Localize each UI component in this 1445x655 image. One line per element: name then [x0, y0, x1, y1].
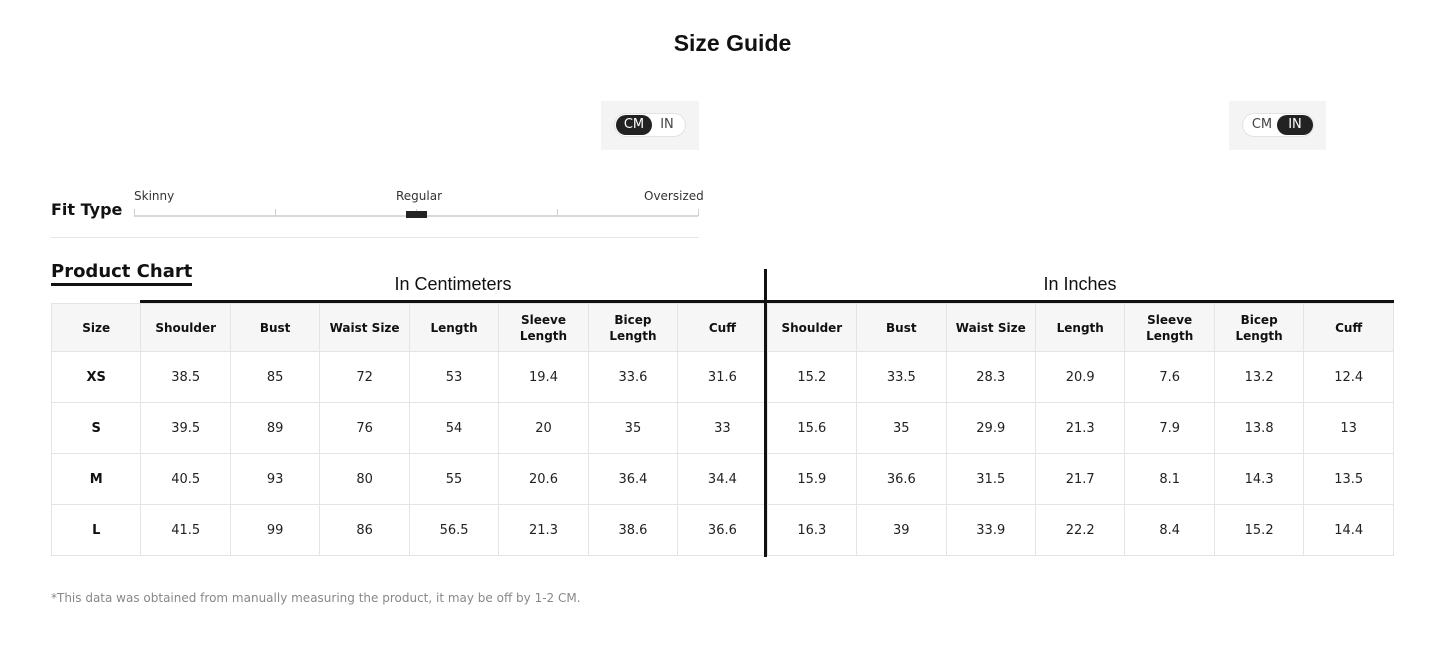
measurement-cell: 55	[409, 454, 498, 505]
measurement-cell: 29.9	[946, 403, 1035, 454]
size-cell: L	[52, 505, 141, 556]
measurement-cell: 7.6	[1125, 352, 1214, 403]
size-cell: M	[52, 454, 141, 505]
measurement-cell: 93	[230, 454, 319, 505]
group-label-centimeters: In Centimeters	[394, 274, 512, 294]
measurement-cell: 80	[320, 454, 409, 505]
measurement-cell: 13.2	[1214, 352, 1303, 403]
measurement-cell: 15.2	[767, 352, 856, 403]
measurement-cell: 86	[320, 505, 409, 556]
size-cell: S	[52, 403, 141, 454]
measurement-cell: 31.6	[678, 352, 767, 403]
measurement-cell: 39	[857, 505, 946, 556]
unit-option-cm[interactable]: CM	[1251, 117, 1273, 132]
measurement-cell: 8.1	[1125, 454, 1214, 505]
measurement-cell: 72	[320, 352, 409, 403]
measurement-cell: 36.6	[678, 505, 767, 556]
page-title: Size Guide	[673, 30, 792, 56]
column-header: Cuff	[678, 304, 767, 352]
measurement-cell: 21.7	[1035, 454, 1124, 505]
measurement-cell: 38.6	[588, 505, 677, 556]
measurement-cell: 39.5	[141, 403, 230, 454]
measurement-cell: 35	[588, 403, 677, 454]
column-header: Sleeve Length	[1125, 304, 1214, 352]
measurement-cell: 7.9	[1125, 403, 1214, 454]
fit-scale-tick	[557, 209, 558, 216]
unit-option-in[interactable]: IN	[1277, 115, 1313, 135]
group-label-inches: In Inches	[1043, 274, 1117, 294]
column-header: Shoulder	[141, 304, 230, 352]
fit-scale-tick	[698, 209, 699, 216]
measurement-cell: 36.6	[857, 454, 946, 505]
measurement-cell: 19.4	[499, 352, 588, 403]
measurement-cell: 99	[230, 505, 319, 556]
column-header: Sleeve Length	[499, 304, 588, 352]
measurement-cell: 16.3	[767, 505, 856, 556]
fit-label-oversized: Oversized	[644, 189, 704, 203]
column-header: Cuff	[1304, 304, 1394, 352]
measurement-note: *This data was obtained from manually measuring the product, it may be off by 1-2 CM.	[51, 591, 581, 605]
column-header: Waist Size	[320, 304, 409, 352]
column-header: Waist Size	[946, 304, 1035, 352]
unit-toggle-panel-in	[1229, 101, 1326, 150]
unit-toggle	[1242, 113, 1314, 137]
measurement-cell: 28.3	[946, 352, 1035, 403]
column-header: Bust	[230, 304, 319, 352]
measurement-cell: 20	[499, 403, 588, 454]
column-header: Shoulder	[767, 304, 856, 352]
measurement-cell: 89	[230, 403, 319, 454]
column-header: Size	[52, 304, 141, 352]
table-row	[52, 352, 1394, 403]
column-header: Bust	[857, 304, 946, 352]
fit-scale-tick	[134, 209, 135, 216]
measurement-cell: 13.5	[1304, 454, 1394, 505]
measurement-cell: 40.5	[141, 454, 230, 505]
measurement-cell: 13.8	[1214, 403, 1303, 454]
size-cell: XS	[52, 352, 141, 403]
measurement-cell: 22.2	[1035, 505, 1124, 556]
measurement-cell: 35	[857, 403, 946, 454]
measurement-cell: 36.4	[588, 454, 677, 505]
measurement-cell: 8.4	[1125, 505, 1214, 556]
table-row	[52, 505, 1394, 556]
measurement-cell: 15.2	[1214, 505, 1303, 556]
measurement-cell: 53	[409, 352, 498, 403]
measurement-cell: 33.9	[946, 505, 1035, 556]
column-header: Bicep Length	[1214, 304, 1303, 352]
size-table	[51, 303, 1394, 556]
unit-option-cm[interactable]: CM	[616, 115, 652, 135]
column-header: Bicep Length	[588, 304, 677, 352]
measurement-cell: 13	[1304, 403, 1394, 454]
measurement-cell: 56.5	[409, 505, 498, 556]
fit-type-label: Fit Type	[51, 200, 123, 219]
measurement-cell: 41.5	[141, 505, 230, 556]
measurement-cell: 31.5	[946, 454, 1035, 505]
measurement-cell: 21.3	[499, 505, 588, 556]
measurement-cell: 14.4	[1304, 505, 1394, 556]
unit-toggle-panel-cm	[601, 101, 699, 150]
measurement-cell: 34.4	[678, 454, 767, 505]
measurement-cell: 15.6	[767, 403, 856, 454]
table-row	[52, 403, 1394, 454]
units-separator	[764, 269, 767, 557]
measurement-cell: 21.3	[1035, 403, 1124, 454]
column-header: Length	[409, 304, 498, 352]
fit-scale-tick	[275, 209, 276, 216]
measurement-cell: 33	[678, 403, 767, 454]
measurement-cell: 33.5	[857, 352, 946, 403]
fit-label-skinny: Skinny	[134, 189, 175, 203]
fit-label-regular: Regular	[396, 189, 443, 203]
unit-option-in[interactable]: IN	[660, 117, 674, 132]
column-header: Length	[1035, 304, 1124, 352]
measurement-cell: 15.9	[767, 454, 856, 505]
measurement-cell: 12.4	[1304, 352, 1394, 403]
measurement-cell: 38.5	[141, 352, 230, 403]
measurement-cell: 20.6	[499, 454, 588, 505]
fit-indicator	[406, 211, 427, 218]
measurement-cell: 85	[230, 352, 319, 403]
section-divider	[51, 237, 699, 238]
table-header-row	[52, 304, 1394, 352]
table-row	[52, 454, 1394, 505]
measurement-cell: 54	[409, 403, 498, 454]
product-chart-title: Product Chart	[51, 261, 192, 286]
measurement-cell: 14.3	[1214, 454, 1303, 505]
measurement-cell: 33.6	[588, 352, 677, 403]
measurement-cell: 20.9	[1035, 352, 1124, 403]
measurement-cell: 76	[320, 403, 409, 454]
unit-toggle	[614, 113, 686, 137]
